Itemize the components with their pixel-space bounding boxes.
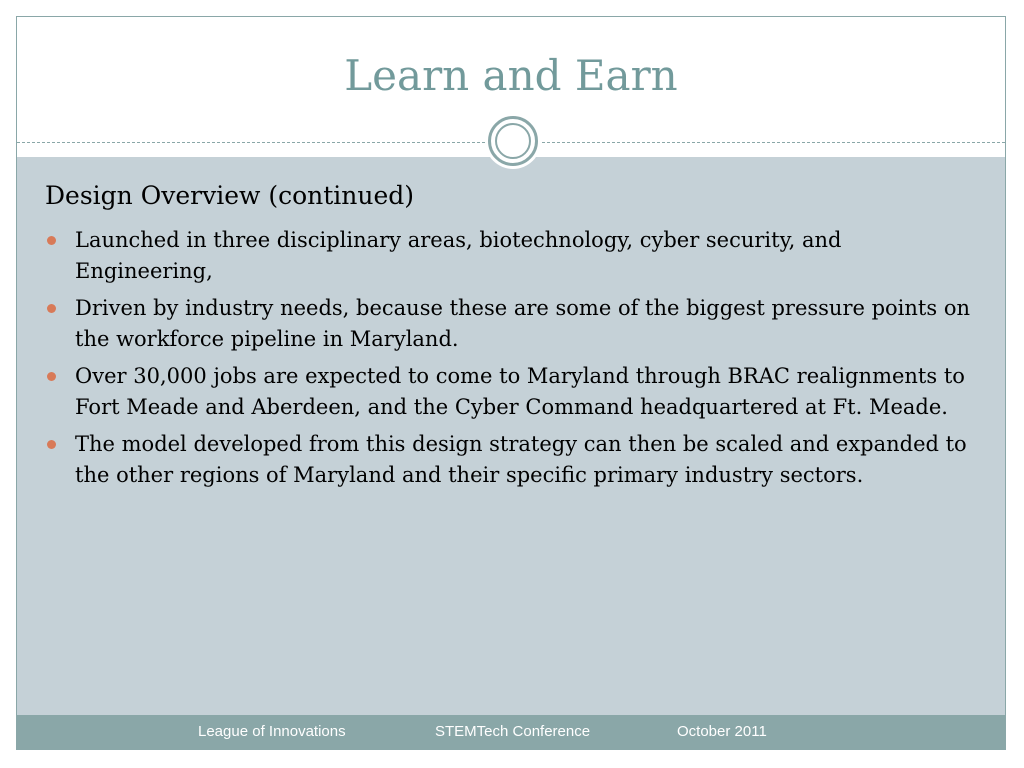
section-subheading: Design Overview (continued) — [45, 181, 415, 210]
bullet-text: The model developed from this design strategy can then be scaled and expanded to the other regions of Maryland and their specific primary industry sectors. — [75, 432, 967, 487]
circle-ornament-inner — [495, 123, 531, 159]
bullet-item — [45, 361, 980, 423]
bullet-item — [45, 429, 980, 491]
bullet-item — [45, 293, 980, 355]
bullet-list — [45, 225, 980, 491]
slide-footer — [17, 715, 1005, 749]
bullet-text: Over 30,000 jobs are expected to come to Maryland through BRAC realignments to Fort Meade and Aberdeen, and the Cyber Command headquartered at Ft. Meade. — [75, 364, 965, 419]
footer-date: October 2011 — [677, 723, 767, 740]
footer-organization: League of Innovations — [198, 723, 346, 740]
slide-title: Learn and Earn — [344, 51, 678, 100]
bullet-dot-icon — [47, 304, 56, 313]
bullet-dot-icon — [47, 236, 56, 245]
slide — [16, 16, 1006, 750]
bullet-text: Launched in three disciplinary areas, biotechnology, cyber security, and Engineering, — [75, 228, 842, 283]
bullet-item — [45, 225, 980, 287]
footer-conference: STEMTech Conference — [435, 723, 591, 740]
bullet-text: Driven by industry needs, because these are some of the biggest pressure points on the workforce pipeline in Maryland. — [75, 296, 970, 351]
slide-content — [45, 177, 980, 497]
bullet-dot-icon — [47, 440, 56, 449]
bullet-dot-icon — [47, 372, 56, 381]
